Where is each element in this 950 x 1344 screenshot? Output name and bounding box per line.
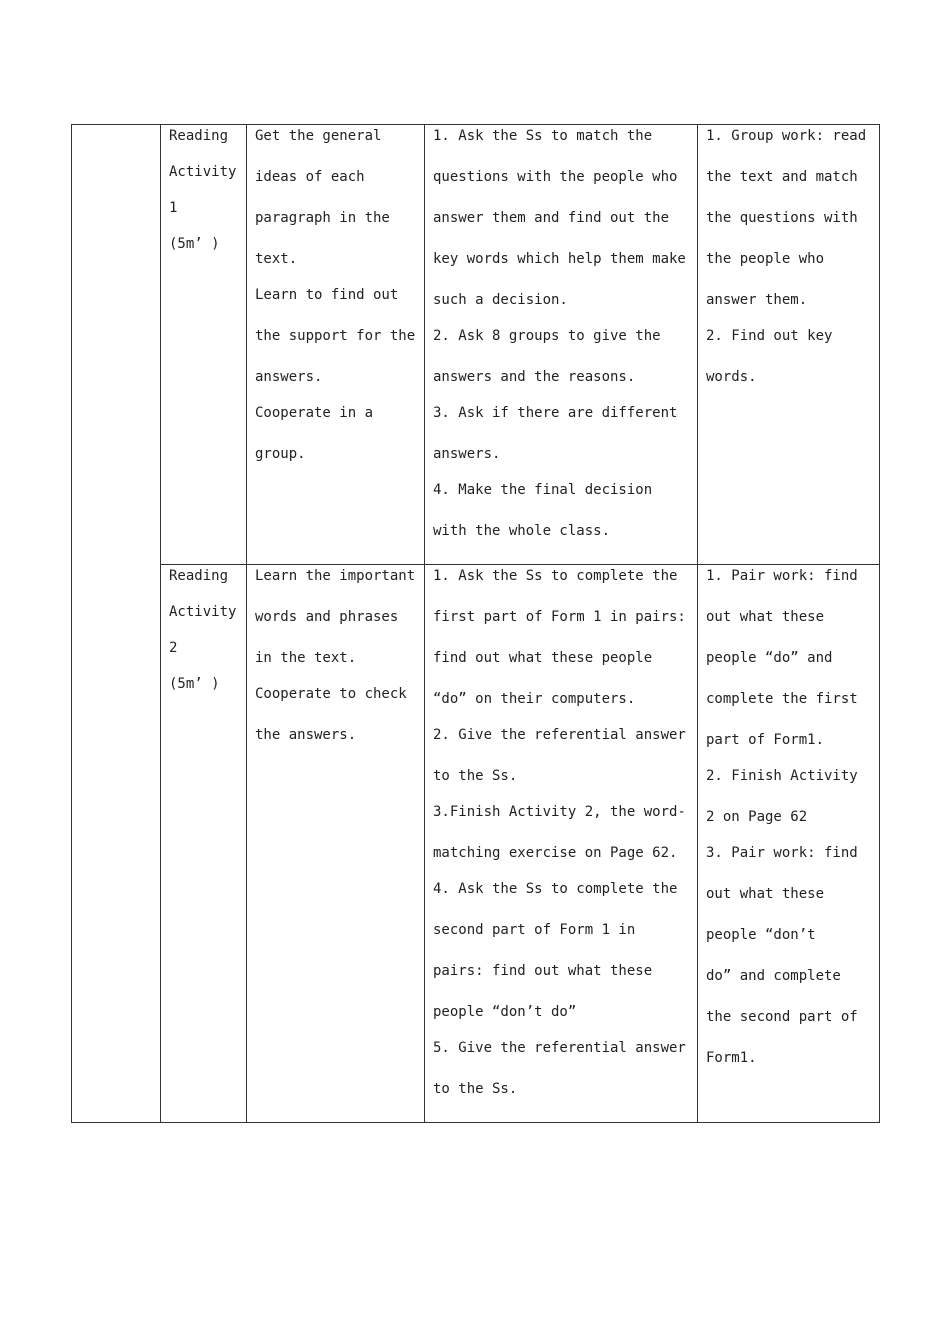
stage-line: Activity xyxy=(169,604,237,620)
stage-duration: (5m’ ) xyxy=(169,236,220,252)
text-line: the support for the xyxy=(255,328,416,344)
teacher-step xyxy=(433,481,691,540)
text-line: to the Ss. xyxy=(433,1081,518,1097)
text-line: do” and complete xyxy=(706,968,841,984)
text-line: the second part of xyxy=(706,1009,858,1025)
text-line: answers. xyxy=(255,369,323,385)
text-line: key words which help them make xyxy=(433,251,686,267)
text-line: complete the first xyxy=(706,691,858,707)
objective-paragraph xyxy=(255,286,418,386)
student-step xyxy=(706,567,873,749)
student-step xyxy=(706,767,873,826)
text-line: people “do” and xyxy=(706,650,833,666)
text-line: answers and the reasons. xyxy=(433,369,636,385)
text-line: the people who xyxy=(706,251,825,267)
text-line: text. xyxy=(255,251,298,267)
text-line: 3. Pair work: find xyxy=(706,845,858,861)
text-line: words. xyxy=(706,369,757,385)
text-line: 4. Ask the Ss to complete the xyxy=(433,881,678,897)
objective-paragraph xyxy=(255,404,418,463)
text-line: 1. Pair work: find xyxy=(706,568,858,584)
text-line: the questions with xyxy=(706,210,858,226)
table-row-reading-activity-2 xyxy=(72,565,880,1123)
text-line: first part of Form 1 in pairs: xyxy=(433,609,686,625)
text-line: 2. Ask 8 groups to give the xyxy=(433,328,661,344)
text-line: “do” on their computers. xyxy=(433,691,636,707)
text-line: in the text. xyxy=(255,650,357,666)
text-line: questions with the people who xyxy=(433,169,678,185)
text-line: 1. Group work: read xyxy=(706,128,867,144)
text-line: 2. Find out key xyxy=(706,328,833,344)
student-step xyxy=(706,127,873,309)
text-line: people “don’t do” xyxy=(433,1004,577,1020)
teacher-activity-cell xyxy=(425,565,698,1123)
objectives-cell xyxy=(247,125,425,565)
text-line: the text and match xyxy=(706,169,858,185)
text-line: Cooperate in a xyxy=(255,405,374,421)
text-line: 4. Make the final decision xyxy=(433,482,653,498)
student-step xyxy=(706,327,873,386)
text-line: words and phrases xyxy=(255,609,399,625)
text-line: Get the general xyxy=(255,128,382,144)
text-line: 2 on Page 62 xyxy=(706,809,808,825)
teacher-step xyxy=(433,327,691,386)
teacher-step xyxy=(433,803,691,862)
text-line: 5. Give the referential answer xyxy=(433,1040,686,1056)
text-line: out what these xyxy=(706,609,825,625)
text-line: Learn the important xyxy=(255,568,416,584)
student-activity-cell xyxy=(698,125,880,565)
teacher-step xyxy=(433,880,691,1021)
text-line: answer them and find out the xyxy=(433,210,670,226)
text-line: Learn to find out xyxy=(255,287,399,303)
text-line: 3. Ask if there are different xyxy=(433,405,678,421)
text-line: find out what these people xyxy=(433,650,653,666)
lesson-plan-table xyxy=(71,124,880,1123)
stage-group-cell xyxy=(72,125,161,1123)
objective-paragraph xyxy=(255,685,418,744)
text-line: Form1. xyxy=(706,1050,757,1066)
text-line: answers. xyxy=(433,446,501,462)
text-line: 1. Ask the Ss to complete the xyxy=(433,568,678,584)
text-line: 3.Finish Activity 2, the word- xyxy=(433,804,686,820)
objective-paragraph xyxy=(255,567,418,667)
stage-line: Activity xyxy=(169,164,237,180)
table-row-reading-activity-1 xyxy=(72,125,880,565)
text-line: answer them. xyxy=(706,292,808,308)
stage-line: Reading xyxy=(169,568,229,584)
text-line: 2. Finish Activity xyxy=(706,768,858,784)
text-line: 1. Ask the Ss to match the xyxy=(433,128,653,144)
text-line: people “don’t xyxy=(706,927,816,943)
text-line: Cooperate to check xyxy=(255,686,407,702)
teacher-step xyxy=(433,726,691,785)
student-activity-cell xyxy=(698,565,880,1123)
stage-cell xyxy=(161,565,247,1123)
text-line: out what these xyxy=(706,886,825,902)
teacher-step xyxy=(433,404,691,463)
teacher-activity-cell xyxy=(425,125,698,565)
text-line: second part of Form 1 in xyxy=(433,922,636,938)
stage-line: 2 xyxy=(169,640,178,656)
text-line: 2. Give the referential answer xyxy=(433,727,686,743)
stage-duration: (5m’ ) xyxy=(169,676,220,692)
text-line: matching exercise on Page 62. xyxy=(433,845,678,861)
text-line: ideas of each xyxy=(255,169,365,185)
text-line: group. xyxy=(255,446,306,462)
text-line: pairs: find out what these xyxy=(433,963,653,979)
objective-paragraph xyxy=(255,127,418,268)
text-line: paragraph in the xyxy=(255,210,390,226)
teacher-step xyxy=(433,127,691,309)
teacher-step xyxy=(433,567,691,708)
text-line: such a decision. xyxy=(433,292,568,308)
stage-cell xyxy=(161,125,247,565)
stage-line: 1 xyxy=(169,200,178,216)
stage-line: Reading xyxy=(169,128,229,144)
text-line: to the Ss. xyxy=(433,768,518,784)
student-step xyxy=(706,844,873,1067)
text-line: the answers. xyxy=(255,727,357,743)
teacher-step xyxy=(433,1039,691,1098)
text-line: part of Form1. xyxy=(706,732,825,748)
text-line: with the whole class. xyxy=(433,523,611,539)
objectives-cell xyxy=(247,565,425,1123)
